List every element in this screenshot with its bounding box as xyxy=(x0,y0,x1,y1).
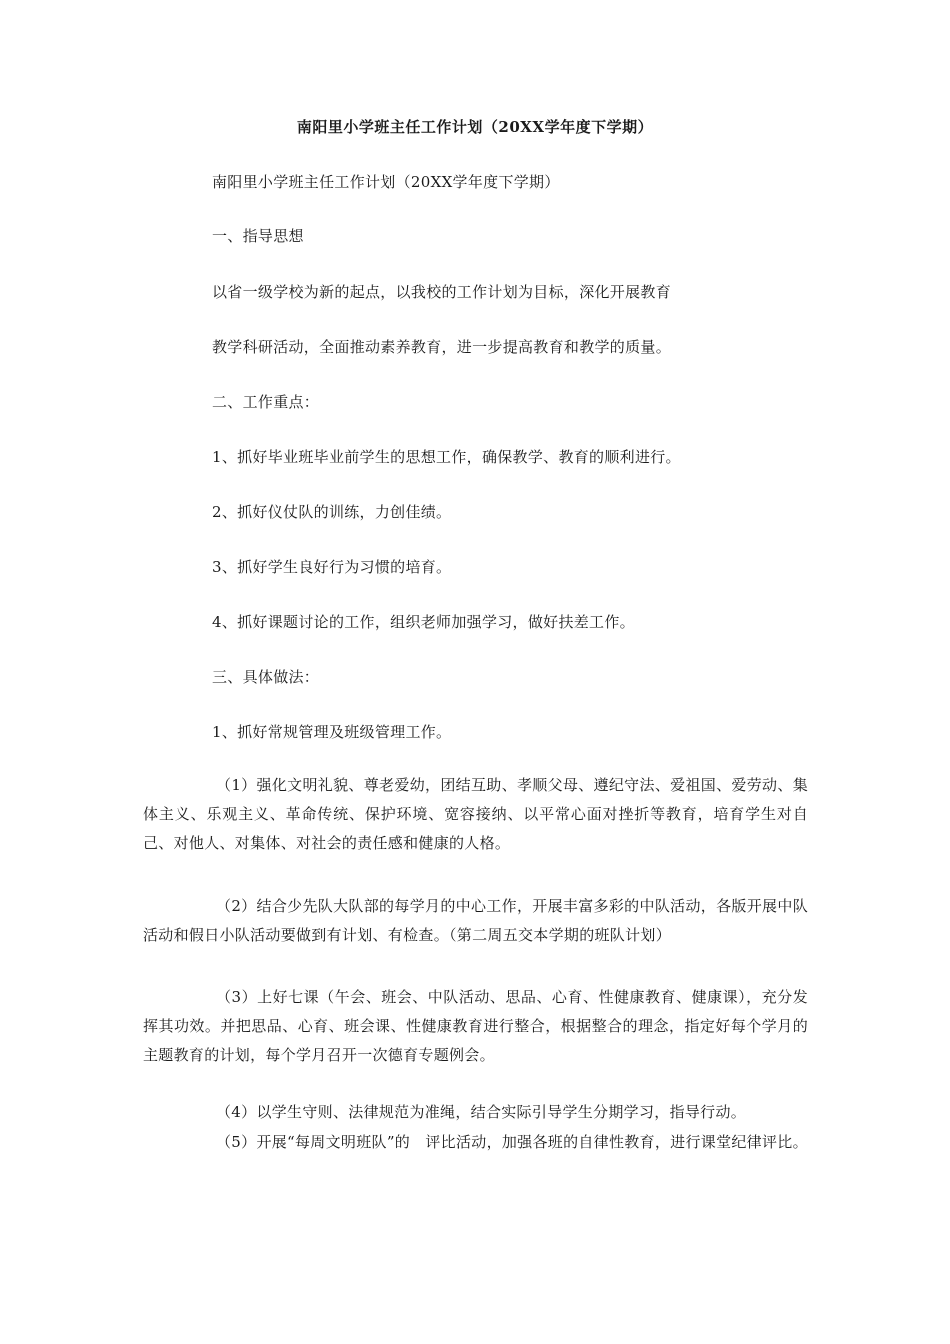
focus-item: 2、抓好仪仗队的训练，力创佳绩。 xyxy=(212,503,452,521)
guiding-thought-line-2: 教学科研活动，全面推动素养教育，进一步提高教育和教学的质量。 xyxy=(212,338,672,356)
document-title: 南阳里小学班主任工作计划（20XX学年度下学期） xyxy=(296,118,654,136)
section-heading-methods: 三、具体做法： xyxy=(212,668,320,686)
method-paragraph: （5）开展“每周文明班队”的 评比活动，加强各班的自律性教育，进行课堂纪律评比。 xyxy=(216,1133,808,1151)
section-heading-guiding-thought: 一、指导思想 xyxy=(212,227,304,245)
method-paragraph: （3）上好七课（午会、班会、中队活动、思品、心育、性健康教育、健康课），充分发挥其功效。并把思品、心育、班会课、性健康教育进行整合，根据整合的理念，指定好每个学月的主题教育的计划，每个学月召开一次德育专题例会。 xyxy=(143,988,808,1064)
method-heading-routine-management: 1、抓好常规管理及班级管理工作。 xyxy=(212,723,452,741)
method-paragraph: （4）以学生守则、法律规范为准绳，结合实际引导学生分期学习，指导行动。 xyxy=(216,1103,747,1121)
focus-item: 4、抓好课题讨论的工作，组织老师加强学习，做好扶差工作。 xyxy=(212,613,635,631)
section-heading-work-focus: 二、工作重点： xyxy=(212,393,320,411)
focus-item: 3、抓好学生良好行为习惯的培育。 xyxy=(212,558,452,576)
guiding-thought-line-1: 以省一级学校为新的起点，以我校的工作计划为目标，深化开展教育 xyxy=(212,283,672,301)
method-paragraph: （2）结合少先队大队部的每学月的中心工作，开展丰富多彩的中队活动，各版开展中队活动和假日小队活动要做到有计划、有检查。（第二周五交本学期的班队计划） xyxy=(143,897,808,944)
focus-item: 1、抓好毕业班毕业前学生的思想工作，确保教学、教育的顺利进行。 xyxy=(212,448,681,466)
method-paragraph: （1）强化文明礼貌、尊老爱幼，团结互助、孝顺父母、遵纪守法、爱祖国、爱劳动、集体主义、乐观主义、革命传统、保护环境、宽容接纳、以平常心面对挫折等教育，培育学生对自己、对他人、对集体、对社会的责任感和健康的人格。 xyxy=(143,776,808,852)
document-subtitle: 南阳里小学班主任工作计划（20XX学年度下学期） xyxy=(212,173,560,191)
